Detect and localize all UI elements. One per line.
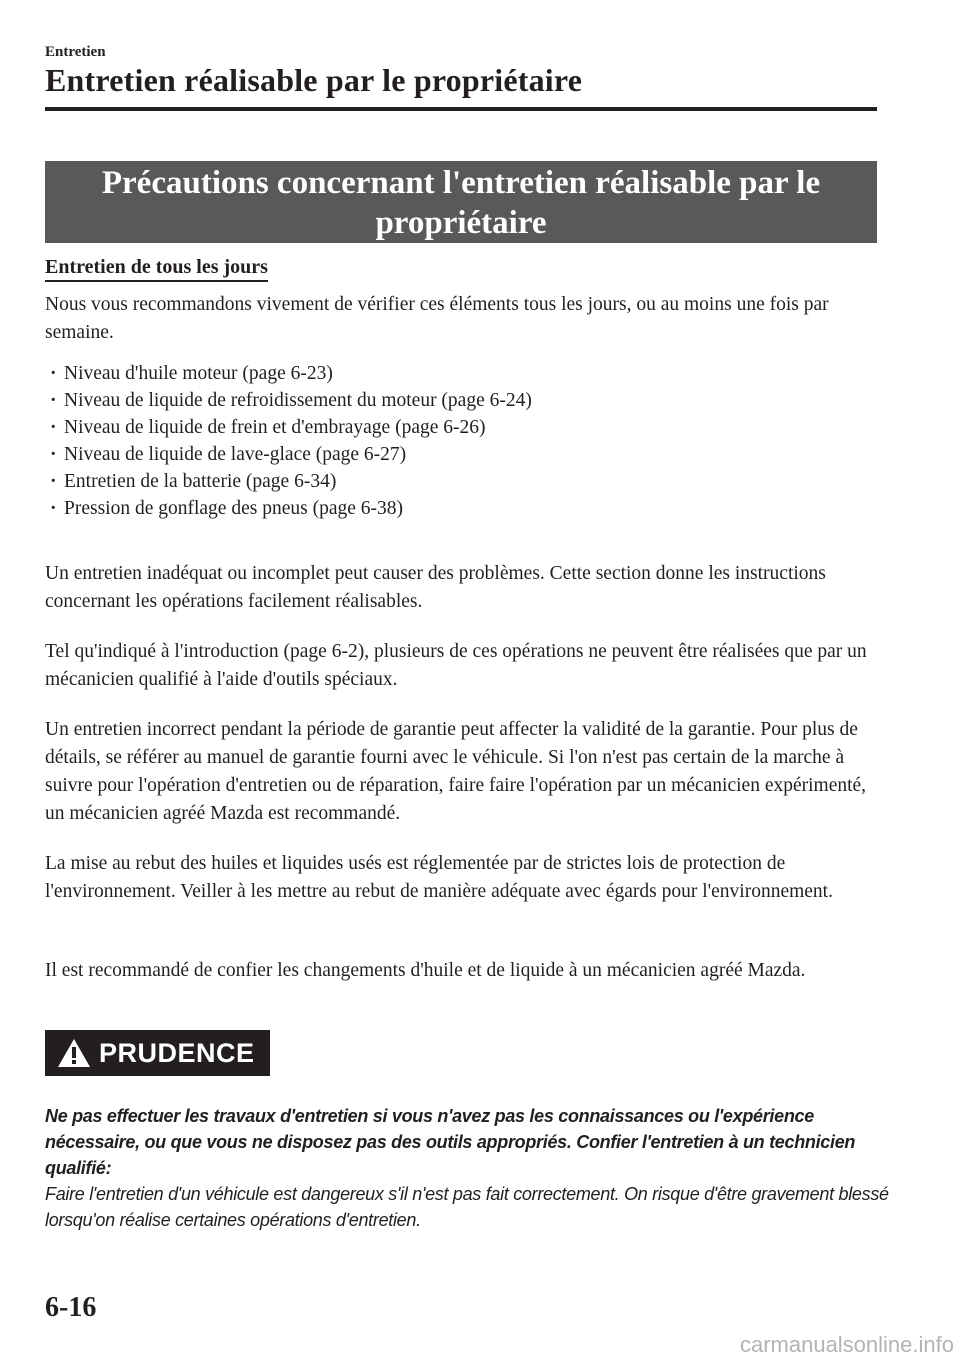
list-item: · Niveau d'huile moteur (page 6-23) [50,360,532,387]
body-paragraph: Tel qu'indiqué à l'introduction (page 6-2), plusieurs de ces opérations ne peuvent être réalisées que par un mécanicien qualifié à l'aide d'outils spéciaux. [45,641,867,690]
warning-triangle-icon [57,1038,91,1068]
intro-paragraph: Nous vous recommandons vivement de vérifier ces éléments tous les jours, ou au moins une fois par semaine. [45,294,829,343]
list-item: · Niveau de liquide de frein et d'embrayage (page 6-26) [50,414,532,441]
list-item: · Niveau de liquide de lave-glace (page 6-27) [50,441,532,468]
sub-heading: Entretien de tous les jours [45,255,268,282]
body-paragraph: La mise au rebut des huiles et liquides usés est réglementée par de strictes lois de protection de l'environnement. Veiller à les mettre au rebut de manière adéquate avec égards pour l'environnement. [45,853,833,902]
title-rule [45,107,877,111]
watermark: carmanualsonline.info [739,1332,954,1357]
caution-label: PRUDENCE [99,1037,255,1068]
body-paragraph: Il est recommandé de confier les changements d'huile et de liquide à un mécanicien agréé Mazda. [45,960,806,981]
list-item: · Entretien de la batterie (page 6-34) [50,468,532,495]
daily-check-list [50,360,532,522]
body-paragraph: Un entretien inadéquat ou incomplet peut causer des problèmes. Cette section donne les instructions concernant les opérations facilement réalisables. [45,563,826,612]
caution-bold-text: Ne pas effectuer les travaux d'entretien si vous n'avez pas les connaissances ou l'expérience nécessaire, ou que vous ne disposez pas des outils appropriés. Confier l'entretien à un technicien qualifié: [45,1106,856,1178]
breadcrumb: Entretien [45,44,106,60]
page-number: 6-16 [45,1292,97,1323]
section-banner-line-2: propriétaire [375,205,547,241]
caution-body-text: Faire l'entretien d'un véhicule est dangereux s'il n'est pas fait correctement. On risque d'être gravement blessé lorsqu'on réalise certaines opérations d'entretien. [45,1184,889,1230]
page-title: Entretien réalisable par le propriétaire [45,62,583,98]
caution-label-box [45,1030,270,1076]
section-banner-line-1: Précautions concernant l'entretien réalisable par le [101,165,821,201]
section-banner [45,161,877,243]
list-item: · Pression de gonflage des pneus (page 6-38) [50,495,532,522]
list-item: · Niveau de liquide de refroidissement du moteur (page 6-24) [50,387,532,414]
body-paragraph: Un entretien incorrect pendant la période de garantie peut affecter la validité de la garantie. Pour plus de détails, se référer au manuel de garantie fourni avec le véhicule. Si l'on n'est pas certain de la marche à suivre pour l'opération d'entretien ou de réparation, faire faire l'opération par un mécanicien expérimenté, un mécanicien agréé Mazda est recommandé. [45,719,867,824]
